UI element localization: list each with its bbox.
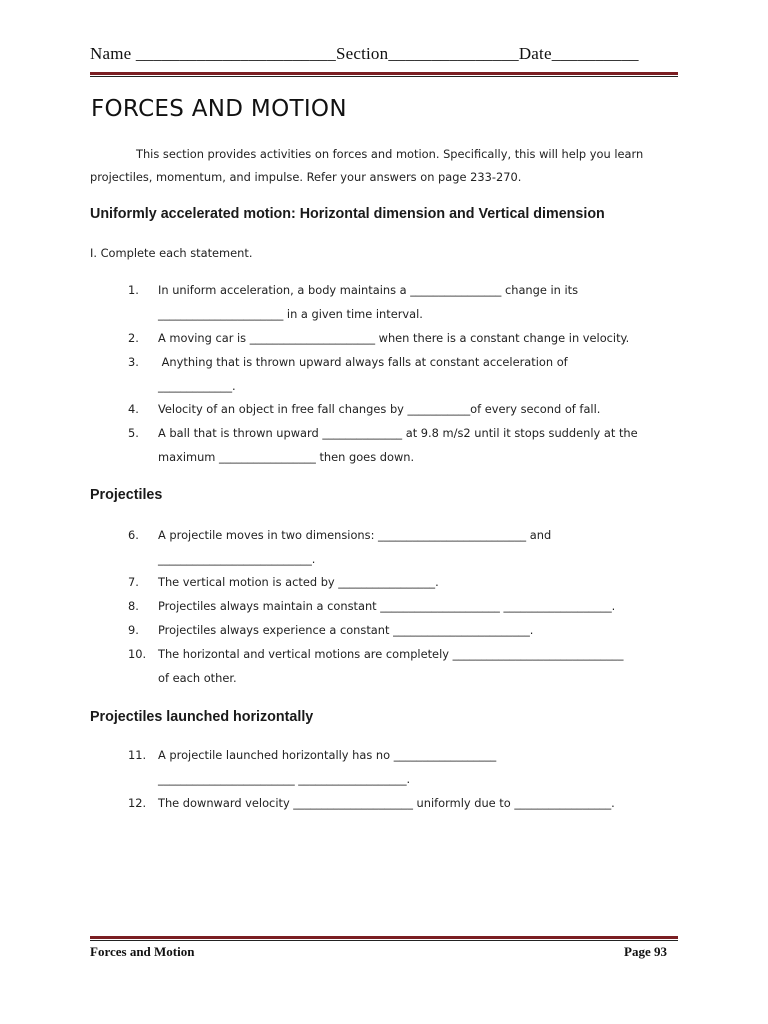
- list-item: 4. Velocity of an object in free fall changes by ___________of every second of fall.: [128, 402, 601, 416]
- page-title: FORCES AND MOTION: [91, 96, 347, 122]
- list-item: 1. In uniform acceleration, a body maintains a ________________ change in its: [128, 283, 579, 297]
- list-item: 11. A projectile launched horizontally has no __________________: [128, 748, 497, 762]
- intro-line-2: projectiles, momentum, and impulse. Refer your answers on page 233-270.: [90, 170, 522, 184]
- list-item-continuation: ________________________ ___________________.: [158, 772, 411, 786]
- list-item: 2. A moving car is ______________________ when there is a constant change in velocity.: [128, 331, 630, 345]
- list-item: 3. Anything that is thrown upward always falls at constant acceleration of: [128, 355, 568, 369]
- footer-rule-thin: [90, 940, 678, 941]
- list-item-continuation: _____________.: [158, 379, 236, 393]
- list-item: 12. The downward velocity _____________________ uniformly due to _________________.: [128, 796, 615, 810]
- header-fields: Name _______________________Section_______________Date__________: [90, 44, 639, 63]
- section-heading-uniform-motion: Uniformly accelerated motion: Horizontal dimension and Vertical dimension: [90, 206, 605, 222]
- page-number: Page 93: [624, 944, 667, 959]
- list-item: 8. Projectiles always maintain a constant _____________________ ___________________.: [128, 599, 616, 613]
- list-item-continuation: maximum _________________ then goes down.: [158, 450, 415, 464]
- header-rule-accent: [90, 72, 678, 75]
- instruction-text: I. Complete each statement.: [90, 246, 253, 260]
- list-item: 10. The horizontal and vertical motions are completely ______________________________: [128, 647, 624, 661]
- footer-title: Forces and Motion: [90, 944, 195, 959]
- header-rule-thin: [90, 76, 678, 77]
- list-item: 9. Projectiles always experience a constant ________________________.: [128, 623, 534, 637]
- intro-paragraph: [90, 143, 680, 189]
- list-item-continuation: ___________________________.: [158, 552, 316, 566]
- list-item-continuation: ______________________ in a given time interval.: [158, 307, 423, 321]
- footer-rule-accent: [90, 936, 678, 939]
- intro-line-1: This section provides activities on forces and motion. Specifically, this will help you learn: [136, 147, 644, 161]
- list-item: 6. A projectile moves in two dimensions: __________________________ and: [128, 528, 552, 542]
- section-heading-projectiles-horizontal: Projectiles launched horizontally: [90, 709, 314, 725]
- section-heading-projectiles: Projectiles: [90, 487, 163, 503]
- list-item: 5. A ball that is thrown upward ______________ at 9.8 m/s2 until it stops suddenly at the: [128, 426, 638, 440]
- list-item-continuation: of each other.: [158, 671, 237, 685]
- list-item: 7. The vertical motion is acted by _________________.: [128, 575, 439, 589]
